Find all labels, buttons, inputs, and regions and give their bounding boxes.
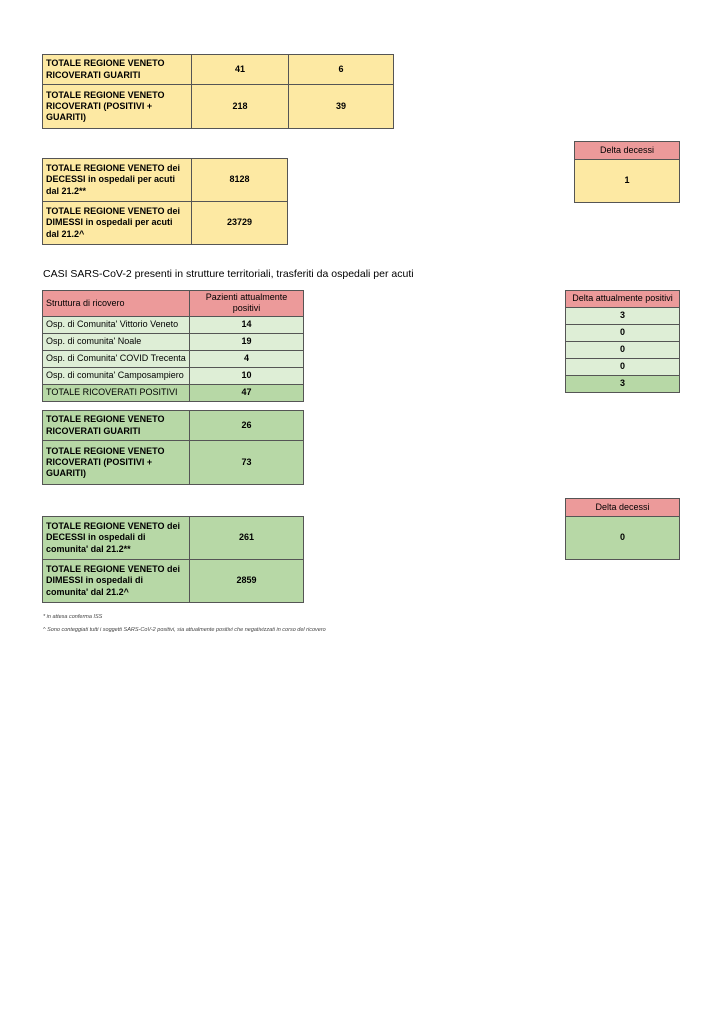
value-cell: 41 [192,55,289,85]
value-cell: 0 [566,359,680,376]
row-label: TOTALE REGIONE VENETO dei DIMESSI in ospedali di comunita' dal 21.2^ [43,560,190,603]
row-label: TOTALE REGIONE VENETO dei DIMESSI in ospedali per acuti dal 21.2^ [43,202,192,245]
column-header: Delta decessi [575,142,680,160]
section-title: CASI SARS-CoV-2 presenti in strutture territoriali, trasferiti da ospedali per acuti [43,268,414,280]
row-label: TOTALE REGIONE VENETO RICOVERATI GUARITI [43,55,192,85]
row-label: TOTALE REGIONE VENETO RICOVERATI (POSITIVI + GUARITI) [43,441,190,485]
acute-recovered-table [42,54,394,129]
value-cell: 261 [190,517,304,560]
row-label: TOTALE REGIONE VENETO RICOVERATI (POSITIVI + GUARITI) [43,85,192,129]
delta-positive-table [565,290,680,393]
column-header: Pazienti attualmente positivi [190,291,304,317]
value-cell: 8128 [192,159,288,202]
value-cell: 19 [190,333,304,350]
value-cell: 6 [289,55,394,85]
value-cell: 4 [190,350,304,367]
territorial-recovered-table [42,410,304,485]
footnote: * in attesa conferma ISS [43,614,103,620]
total-label: TOTALE RICOVERATI POSITIVI [43,384,190,401]
structure-name: Osp. di comunita' Camposampiero [43,367,190,384]
value-cell: 3 [566,308,680,325]
footnote: ^ Sono conteggiati tutti i soggetti SARS-CoV-2 positivi, sia attualmente positivi che negativizzati in corso del ricovero [43,627,326,633]
structure-name: Osp. di Comunita' COVID Trecenta [43,350,190,367]
value-cell: 2859 [190,560,304,603]
value-cell: 10 [190,367,304,384]
value-cell: 14 [190,316,304,333]
value-cell: 0 [566,342,680,359]
territorial-structures-table [42,290,304,402]
value-cell: 0 [566,325,680,342]
territorial-deaths-discharged-table [42,516,304,603]
column-header: Delta attualmente positivi [566,291,680,308]
structure-name: Osp. di Comunita' Vittorio Veneto [43,316,190,333]
acute-delta-deaths-table [574,141,680,203]
total-value: 3 [566,376,680,393]
value-cell: 39 [289,85,394,129]
row-label: TOTALE REGIONE VENETO dei DECESSI in ospedali di comunita' dal 21.2** [43,517,190,560]
column-header: Delta decessi [566,499,680,517]
total-value: 47 [190,384,304,401]
row-label: TOTALE REGIONE VENETO dei DECESSI in ospedali per acuti dal 21.2** [43,159,192,202]
value-cell: 23729 [192,202,288,245]
value-cell: 26 [190,411,304,441]
structure-name: Osp. di comunita' Noale [43,333,190,350]
value-cell: 73 [190,441,304,485]
territorial-delta-deaths-table [565,498,680,560]
row-label: TOTALE REGIONE VENETO RICOVERATI GUARITI [43,411,190,441]
acute-deaths-discharged-table [42,158,288,245]
value-cell: 218 [192,85,289,129]
value-cell: 1 [575,160,680,203]
column-header: Struttura di ricovero [43,291,190,317]
value-cell: 0 [566,517,680,560]
